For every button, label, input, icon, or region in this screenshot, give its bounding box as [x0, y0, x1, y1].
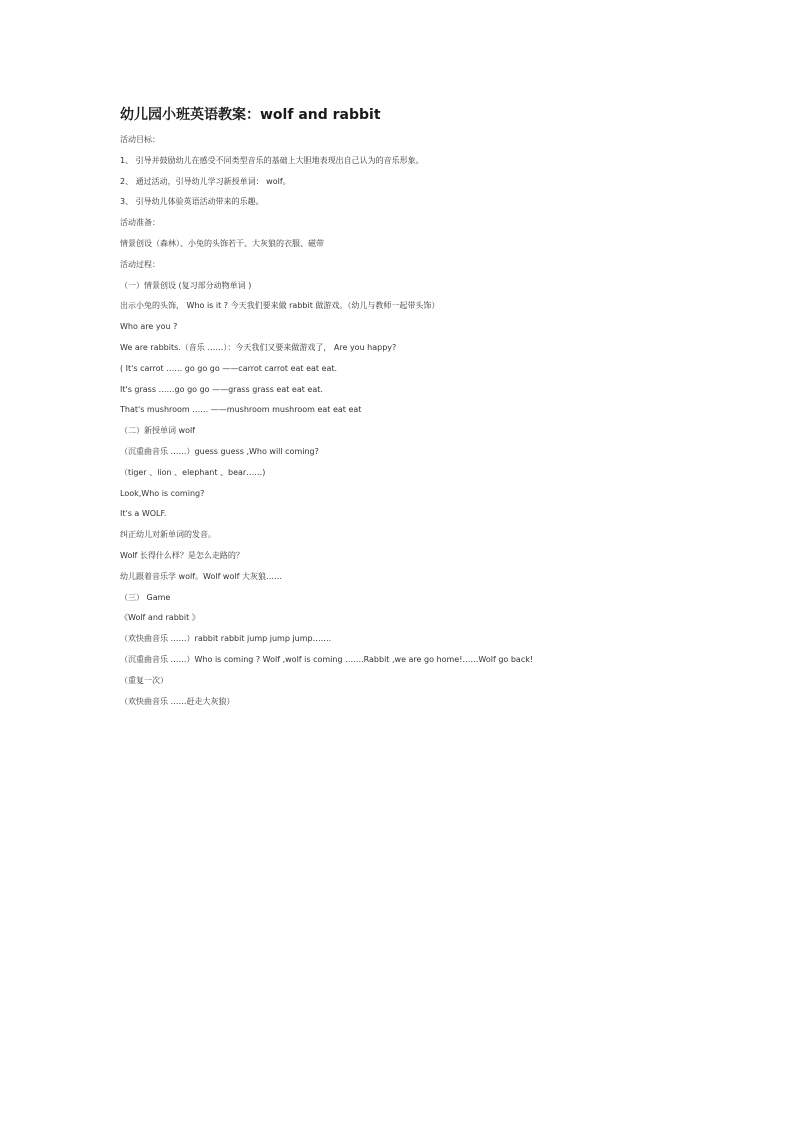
text-line: （沉重曲音乐 ……）guess guess ,Who will coming?	[120, 446, 319, 456]
text-line: ( It's carrot …… go go go ——carrot carrot eat eat eat.	[120, 363, 338, 373]
text-line: 情景创设（森林）、小兔的头饰若干、大灰狼的衣服、磁带	[120, 238, 324, 248]
text-line: It's a WOLF.	[120, 509, 167, 519]
text-line: （一）情景创设 (复习部分动物单词 )	[120, 280, 252, 290]
text-line: （tiger 、lion 、elephant 、bear……)	[120, 467, 266, 477]
text-line: We are rabbits.（音乐 ……）：今天我们又要来做游戏了， Are you happy?	[120, 342, 397, 352]
text-line: It's grass ……go go go ——grass grass eat eat eat.	[120, 384, 323, 394]
text-line: 纠正幼儿对新单词的发音。	[120, 530, 216, 540]
text-line: 活动过程：	[120, 259, 160, 269]
text-line: 2、 通过活动，引导幼儿学习新授单词： wolf。	[120, 176, 291, 186]
text-line: Wolf 长得什么样？是怎么走路的？	[120, 550, 244, 560]
text-line: （欢快曲音乐 ……赶走大灰狼）	[120, 696, 235, 706]
text-line: 出示小兔的头饰， Who is it ? 今天我们要来做 rabbit 做游戏。（幼儿与教师一起带头饰）	[120, 301, 440, 311]
text-line: 活动准备：	[120, 218, 160, 228]
text-line: That's mushroom …… ——mushroom mushroom eat eat eat	[120, 405, 362, 415]
text-line: 1、 引导并鼓励幼儿在感受不同类型音乐的基础上大胆地表现出自己认为的音乐形象。	[120, 155, 424, 165]
text-line: Who are you ?	[120, 322, 178, 332]
text-line: 活动目标：	[120, 135, 160, 144]
text-line: （重复一次）	[120, 675, 168, 685]
text-line: 3、 引导幼儿体验英语活动带来的乐趣。	[120, 197, 264, 207]
document-title: 幼儿园小班英语教案：wolf and rabbit	[120, 107, 381, 123]
document-body	[120, 134, 680, 716]
text-line: Look,Who is coming?	[120, 488, 205, 498]
text-line: （沉重曲音乐 ……）Who is coming ? Wolf ,wolf is coming …….Rabbit ,we are go home!……Wolf go back!	[120, 654, 534, 664]
text-line: （三） Game	[120, 592, 171, 602]
text-line: （二）新授单词 wolf	[120, 426, 196, 436]
text-line: 《Wolf and rabbit 》	[120, 613, 200, 623]
text-line: （欢快曲音乐 ……）rabbit rabbit jump jump jump…….	[120, 634, 332, 644]
text-line: 幼儿跟着音乐学 wolf。Wolf wolf 大灰狼……	[120, 571, 282, 581]
